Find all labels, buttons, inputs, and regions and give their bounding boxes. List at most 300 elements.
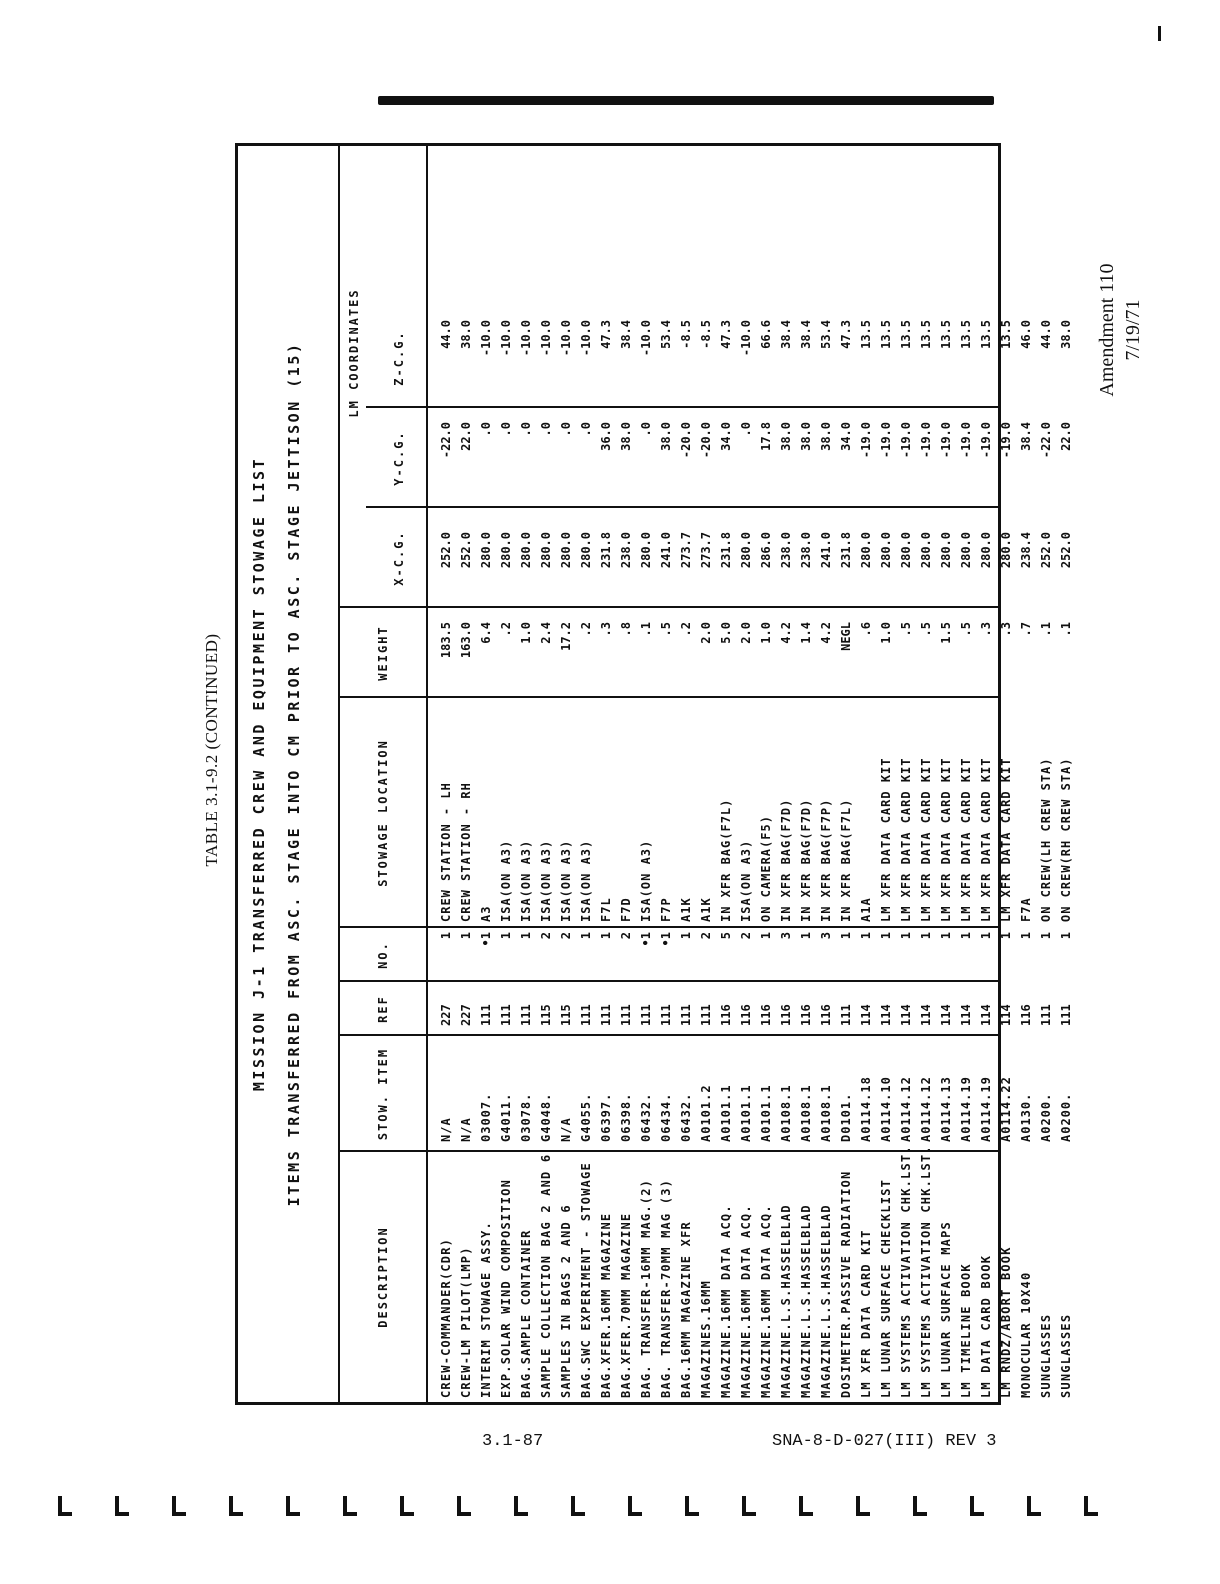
cell-no: 1 (679, 932, 693, 940)
cell-z-cg: 38.4 (779, 320, 793, 349)
cell-x-cg: 280.0 (559, 532, 573, 569)
cell-stow-item: 06432. (639, 1092, 653, 1142)
cell-z-cg: 13.5 (999, 320, 1013, 349)
cell-weight: .1 (1039, 622, 1053, 637)
cell-stow-item: 03078. (519, 1092, 533, 1142)
cell-weight: .6 (859, 622, 873, 637)
cell-weight: .3 (599, 622, 613, 637)
table-row (516, 146, 536, 1402)
cell-description: BAG.SWC EXPERIMENT - STOWAGE (579, 1162, 593, 1398)
cell-description: LM DATA CARD BOOK (979, 1254, 993, 1398)
edge-mark (799, 1496, 815, 1516)
table-row (1016, 146, 1036, 1402)
cell-ref: 111 (639, 1004, 653, 1026)
cell-x-cg: 231.8 (599, 532, 613, 569)
cell-ref: 116 (779, 1004, 793, 1026)
cell-x-cg: 238.0 (619, 532, 633, 569)
cell-stow-item: A0108.1 (779, 1084, 793, 1142)
cell-no: 1 (599, 932, 613, 940)
lm-coordinates-heading: LM COORDINATES (347, 288, 361, 418)
cell-x-cg: 280.0 (499, 532, 513, 569)
cell-location: A3 (479, 905, 493, 922)
cell-location: ISA(ON A3) (519, 839, 533, 922)
cell-z-cg: 13.5 (859, 320, 873, 349)
cell-no: 2 (619, 932, 633, 940)
cell-description: LM SYSTEMS ACTIVATION CHK.LST. (919, 1145, 933, 1398)
cell-description: LM XFR DATA CARD KIT (859, 1229, 873, 1398)
edge-mark (1084, 1496, 1100, 1516)
cell-description: LM LUNAR SURFACE MAPS (939, 1221, 953, 1398)
table-row (696, 146, 716, 1402)
cell-weight: .2 (679, 622, 693, 637)
cell-x-cg: 280.0 (859, 532, 873, 569)
cell-no: 2 (739, 932, 753, 940)
cell-ref: 114 (979, 1004, 993, 1026)
cell-no: 1 (899, 932, 913, 940)
cell-ref: 111 (519, 1004, 533, 1026)
cell-ref: 114 (919, 1004, 933, 1026)
cell-weight: 1.4 (799, 622, 813, 644)
cell-ref: 111 (679, 1004, 693, 1026)
table-row (436, 146, 456, 1402)
cell-weight: .1 (1059, 622, 1073, 637)
col-header-x-cg: X-C.G. (392, 530, 406, 586)
cell-stow-item: G4011. (499, 1092, 513, 1142)
cell-location: LM XFR DATA CARD KIT (919, 757, 933, 922)
cell-weight: NEGL (839, 622, 853, 651)
cell-y-cg: 38.0 (819, 422, 833, 451)
cell-ref: 116 (719, 1004, 733, 1026)
table-row (876, 146, 896, 1402)
cell-x-cg: 280.0 (579, 532, 593, 569)
cell-description: MAGAZINE.L.S.HASSELBLAD (779, 1204, 793, 1398)
cell-location: LM XFR DATA CARD KIT (979, 757, 993, 922)
cell-y-cg: .0 (479, 422, 493, 437)
cell-ref: 111 (839, 1004, 853, 1026)
table-row (536, 146, 556, 1402)
cell-weight: 2.0 (699, 622, 713, 644)
cell-description: BAG.XFER.70MM MAGAZINE (619, 1212, 633, 1398)
cell-z-cg: -10.0 (519, 320, 533, 357)
cell-x-cg: 241.0 (659, 532, 673, 569)
cell-no: 2 (559, 932, 573, 940)
cell-x-cg: 280.0 (959, 532, 973, 569)
cell-no: 1 (579, 932, 593, 940)
cell-y-cg: -19.0 (919, 422, 933, 459)
cell-location: ON CREW(RH CREW STA) (1059, 757, 1073, 922)
cell-location: F7P (659, 897, 673, 922)
cell-location: IN XFR BAG(F7D) (779, 798, 793, 922)
cell-no: 1 (859, 932, 873, 940)
cell-z-cg: 13.5 (919, 320, 933, 349)
edge-mark (628, 1496, 644, 1516)
table-row (796, 146, 816, 1402)
cell-weight: 163.0 (459, 622, 473, 659)
cell-ref: 111 (619, 1004, 633, 1026)
cell-ref: 114 (899, 1004, 913, 1026)
cell-z-cg: -10.0 (539, 320, 553, 357)
table-row (716, 146, 736, 1402)
cell-description: BAG.16MM MAGAZINE XFR (679, 1221, 693, 1398)
edge-mark (343, 1496, 359, 1516)
table-row (616, 146, 636, 1402)
cell-z-cg: -10.0 (739, 320, 753, 357)
cell-x-cg: 280.0 (639, 532, 653, 569)
cell-z-cg: 38.0 (1059, 320, 1073, 349)
cell-x-cg: 273.7 (679, 532, 693, 569)
cell-y-cg: .0 (559, 422, 573, 437)
cell-location: ON CAMERA(F5) (759, 815, 773, 922)
cell-description: DOSIMETER.PASSIVE RADIATION (839, 1170, 853, 1398)
col-header-y-cg: Y-C.G. (392, 430, 406, 486)
cell-stow-item: 06398. (619, 1092, 633, 1142)
cell-stow-item: A0101.1 (719, 1084, 733, 1142)
cell-no: 1 (919, 932, 933, 940)
table-row (996, 146, 1016, 1402)
cell-stow-item: A0101.1 (759, 1084, 773, 1142)
cell-no: 1 (439, 932, 453, 940)
cell-description: LM LUNAR SURFACE CHECKLIST (879, 1178, 893, 1398)
edge-mark (115, 1496, 131, 1516)
cell-weight: .2 (499, 622, 513, 637)
cell-x-cg: 252.0 (1039, 532, 1053, 569)
cell-description: BAG. TRANSFER-70MM MAG (3) (659, 1178, 673, 1398)
cell-location: LM XFR DATA CARD KIT (879, 757, 893, 922)
cell-y-cg: 38.0 (799, 422, 813, 451)
cell-stow-item: D0101. (839, 1092, 853, 1142)
cell-ref: 116 (799, 1004, 813, 1026)
table-row (676, 146, 696, 1402)
cell-no: 1 (519, 932, 533, 940)
cell-y-cg: 22.0 (1059, 422, 1073, 451)
cell-description: BAG.XFER.16MM MAGAZINE (599, 1212, 613, 1398)
cell-weight: 2.4 (539, 622, 553, 644)
cell-stow-item: A0114.12 (899, 1076, 913, 1142)
cell-no: •1 (639, 932, 653, 947)
cell-y-cg: .0 (579, 422, 593, 437)
film-edge-marks (58, 1496, 1148, 1518)
cell-location: ISA(ON A3) (739, 839, 753, 922)
cell-location: F7L (599, 897, 613, 922)
table-row (496, 146, 516, 1402)
cell-stow-item: N/A (459, 1117, 473, 1142)
cell-ref: 114 (859, 1004, 873, 1026)
edge-mark (856, 1496, 872, 1516)
cell-no: 1 (959, 932, 973, 940)
cell-location: CREW STATION - LH (439, 782, 453, 922)
cell-x-cg: 280.0 (999, 532, 1013, 569)
cell-weight: .5 (919, 622, 933, 637)
cell-description: MAGAZINE.L.S.HASSELBLAD (799, 1204, 813, 1398)
cell-description: SUNGLASSES (1059, 1313, 1073, 1398)
cell-description: MAGAZINES.16MM (699, 1280, 713, 1398)
cell-no: 1 (999, 932, 1013, 940)
cell-ref: 115 (559, 1004, 573, 1026)
cell-z-cg: 38.4 (799, 320, 813, 349)
cell-description: BAG.SAMPLE CONTAINER (519, 1229, 533, 1398)
cell-z-cg: 13.5 (939, 320, 953, 349)
page-number: 3.1-87 (482, 1432, 544, 1451)
cell-z-cg: 46.0 (1019, 320, 1033, 349)
col-header-z-cg: Z-C.G. (392, 330, 406, 386)
cell-location: A1K (679, 897, 693, 922)
table-row (636, 146, 656, 1402)
edge-mark (457, 1496, 473, 1516)
edge-mark (571, 1496, 587, 1516)
cell-ref: 111 (499, 1004, 513, 1026)
table-row (816, 146, 836, 1402)
cell-x-cg: 280.0 (899, 532, 913, 569)
cell-y-cg: 22.0 (459, 422, 473, 451)
cell-stow-item: A0108.1 (819, 1084, 833, 1142)
cell-x-cg: 280.0 (519, 532, 533, 569)
cell-ref: 111 (579, 1004, 593, 1026)
cell-y-cg: -19.0 (999, 422, 1013, 459)
cell-x-cg: 238.4 (1019, 532, 1033, 569)
cell-z-cg: -8.5 (679, 320, 693, 349)
cell-x-cg: 280.0 (539, 532, 553, 569)
cell-weight: .3 (979, 622, 993, 637)
cell-description: SAMPLE COLLECTION BAG 2 AND 6 (539, 1153, 553, 1398)
cell-x-cg: 231.8 (719, 532, 733, 569)
cell-location: ISA(ON A3) (539, 839, 553, 922)
cell-location: F7D (619, 897, 633, 922)
cell-ref: 114 (999, 1004, 1013, 1026)
cell-y-cg: -19.0 (939, 422, 953, 459)
edge-mark (970, 1496, 986, 1516)
cell-weight: 1.0 (519, 622, 533, 644)
col-header-weight: WEIGHT (376, 625, 390, 681)
table-row (736, 146, 756, 1402)
cell-ref: 116 (739, 1004, 753, 1026)
cell-location: ISA(ON A3) (579, 839, 593, 922)
table-row (476, 146, 496, 1402)
cell-description: MONOCULAR 10X40 (1019, 1271, 1033, 1398)
cell-x-cg: 280.0 (979, 532, 993, 569)
cell-weight: 1.5 (939, 622, 953, 644)
cell-y-cg: -19.0 (859, 422, 873, 459)
cell-z-cg: 47.3 (719, 320, 733, 349)
cell-no: 1 (1039, 932, 1053, 940)
cell-description: LM SYSTEMS ACTIVATION CHK.LST. (899, 1145, 913, 1398)
cell-z-cg: 47.3 (839, 320, 853, 349)
cell-description: CREW-COMMANDER(CDR) (439, 1237, 453, 1398)
cell-stow-item: 06397. (599, 1092, 613, 1142)
cell-location: F7A (1019, 897, 1033, 922)
cell-stow-item: A0200. (1059, 1092, 1073, 1142)
table-row (1036, 146, 1056, 1402)
cell-location: LM XFR DATA CARD KIT (959, 757, 973, 922)
table-caption: TABLE 3.1-9.2 (CONTINUED) (202, 633, 221, 867)
cell-x-cg: 280.0 (879, 532, 893, 569)
cell-no: 3 (779, 932, 793, 940)
cell-z-cg: 13.5 (959, 320, 973, 349)
col-header-stow-item: STOW. ITEM (376, 1047, 390, 1141)
table-row (896, 146, 916, 1402)
cell-no: 5 (719, 932, 733, 940)
cell-location: ON CREW(LH CREW STA) (1039, 757, 1053, 922)
cell-z-cg: 38.4 (619, 320, 633, 349)
cell-no: 1 (1019, 932, 1033, 940)
cell-y-cg: .0 (499, 422, 513, 437)
cell-x-cg: 238.0 (799, 532, 813, 569)
cell-location: LM XFR DATA CARD KIT (999, 757, 1013, 922)
cell-description: MAGAZINE.L.S.HASSELBLAD (819, 1204, 833, 1398)
cell-z-cg: -10.0 (499, 320, 513, 357)
cell-y-cg: 38.0 (619, 422, 633, 451)
cell-z-cg: 13.5 (879, 320, 893, 349)
cell-z-cg: -10.0 (579, 320, 593, 357)
cell-no: 1 (979, 932, 993, 940)
cell-ref: 114 (939, 1004, 953, 1026)
table-row (856, 146, 876, 1402)
cell-ref: 115 (539, 1004, 553, 1026)
cell-z-cg: -10.0 (639, 320, 653, 357)
edge-mark (1027, 1496, 1043, 1516)
cell-ref: 111 (1039, 1004, 1053, 1026)
cell-y-cg: 17.8 (759, 422, 773, 451)
margin-tick-mark (1158, 26, 1161, 41)
edge-mark (172, 1496, 188, 1516)
cell-weight: .1 (639, 622, 653, 637)
cell-description: EXP.SOLAR WIND COMPOSITION (499, 1178, 513, 1398)
table-row (836, 146, 856, 1402)
cell-weight: 17.2 (559, 622, 573, 651)
cell-no: 1 (1059, 932, 1073, 940)
cell-ref: 111 (699, 1004, 713, 1026)
cell-y-cg: .0 (519, 422, 533, 437)
cell-y-cg: .0 (639, 422, 653, 437)
table-row (656, 146, 676, 1402)
cell-stow-item: A0114.12 (919, 1076, 933, 1142)
cell-z-cg: 13.5 (899, 320, 913, 349)
cell-x-cg: 280.0 (939, 532, 953, 569)
cell-z-cg: 53.4 (659, 320, 673, 349)
cell-x-cg: 238.0 (779, 532, 793, 569)
cell-no: •1 (479, 932, 493, 947)
cell-weight: 1.0 (759, 622, 773, 644)
cell-stow-item: A0114.19 (979, 1076, 993, 1142)
edge-mark (685, 1496, 701, 1516)
cell-y-cg: -19.0 (879, 422, 893, 459)
cell-description: LM RNDZ/ABORT BOOK (999, 1246, 1013, 1398)
cell-stow-item: G4048. (539, 1092, 553, 1142)
cell-description: MAGAZINE.16MM DATA ACQ. (759, 1204, 773, 1398)
cell-y-cg: 34.0 (719, 422, 733, 451)
cell-x-cg: 273.7 (699, 532, 713, 569)
cell-weight: 5.0 (719, 622, 733, 644)
cell-y-cg: -20.0 (699, 422, 713, 459)
table-row (956, 146, 976, 1402)
cell-y-cg: -20.0 (679, 422, 693, 459)
cell-x-cg: 252.0 (439, 532, 453, 569)
cell-y-cg: .0 (539, 422, 553, 437)
cell-y-cg: 34.0 (839, 422, 853, 451)
cell-location: A1K (699, 897, 713, 922)
cell-location: CREW STATION - RH (459, 782, 473, 922)
cell-weight: .5 (659, 622, 673, 637)
cell-location: ISA(ON A3) (639, 839, 653, 922)
cell-y-cg: 38.0 (779, 422, 793, 451)
cell-weight: .7 (1019, 622, 1033, 637)
cell-weight: 183.5 (439, 622, 453, 659)
table-row (756, 146, 776, 1402)
cell-description: MAGAZINE.16MM DATA ACQ. (719, 1204, 733, 1398)
cell-no: 3 (819, 932, 833, 940)
edge-mark (400, 1496, 416, 1516)
cell-z-cg: 38.0 (459, 320, 473, 349)
cell-z-cg: -10.0 (479, 320, 493, 357)
table-row (776, 146, 796, 1402)
cell-y-cg: -22.0 (439, 422, 453, 459)
document-id: SNA-8-D-027(III) REV 3 (772, 1432, 997, 1451)
table-row (976, 146, 996, 1402)
amendment-date: 7/19/71 (1122, 299, 1144, 361)
cell-ref: 116 (1019, 1004, 1033, 1026)
cell-weight: .5 (899, 622, 913, 637)
cell-ref: 116 (819, 1004, 833, 1026)
edge-mark (913, 1496, 929, 1516)
cell-y-cg: -19.0 (899, 422, 913, 459)
cell-no: 1 (499, 932, 513, 940)
cell-location: IN XFR BAG(F7D) (799, 798, 813, 922)
cell-weight: 1.0 (879, 622, 893, 644)
amendment-label: Amendment 110 (1096, 263, 1118, 397)
cell-y-cg: 36.0 (599, 422, 613, 451)
cell-x-cg: 241.0 (819, 532, 833, 569)
cell-no: 1 (839, 932, 853, 940)
cell-stow-item: A0200. (1039, 1092, 1053, 1142)
table-row (916, 146, 936, 1402)
cell-no: 1 (759, 932, 773, 940)
cell-location: IN XFR BAG(F7L) (839, 798, 853, 922)
edge-mark (229, 1496, 245, 1516)
cell-x-cg: 280.0 (919, 532, 933, 569)
cell-z-cg: -8.5 (699, 320, 713, 349)
cell-ref: 111 (479, 1004, 493, 1026)
table-row (596, 146, 616, 1402)
cell-ref: 114 (959, 1004, 973, 1026)
cell-stow-item: A0114.10 (879, 1076, 893, 1142)
cell-x-cg: 231.8 (839, 532, 853, 569)
cell-stow-item: N/A (439, 1117, 453, 1142)
cell-x-cg: 252.0 (1059, 532, 1073, 569)
cell-ref: 111 (599, 1004, 613, 1026)
cell-stow-item: 03007. (479, 1092, 493, 1142)
cell-no: 1 (799, 932, 813, 940)
cell-location: A1A (859, 897, 873, 922)
col-header-location: STOWAGE LOCATION (376, 739, 390, 887)
cell-x-cg: 286.0 (759, 532, 773, 569)
cell-z-cg: 53.4 (819, 320, 833, 349)
cell-weight: .3 (999, 622, 1013, 637)
cell-no: 1 (939, 932, 953, 940)
column-header-row (338, 146, 428, 1402)
amendment-block (1094, 170, 1146, 490)
col-header-no: NO. (376, 941, 390, 969)
cell-no: •1 (659, 932, 673, 947)
cell-y-cg: 38.0 (659, 422, 673, 451)
cell-stow-item: N/A (559, 1117, 573, 1142)
stowage-table (235, 143, 1073, 1405)
cell-stow-item: A0114.19 (959, 1076, 973, 1142)
cell-no: 1 (879, 932, 893, 940)
table-body (436, 146, 1076, 1402)
cell-z-cg: -10.0 (559, 320, 573, 357)
cell-description: SAMPLES IN BAGS 2 AND 6 (559, 1204, 573, 1398)
cell-stow-item: A0108.1 (799, 1084, 813, 1142)
table-row (936, 146, 956, 1402)
